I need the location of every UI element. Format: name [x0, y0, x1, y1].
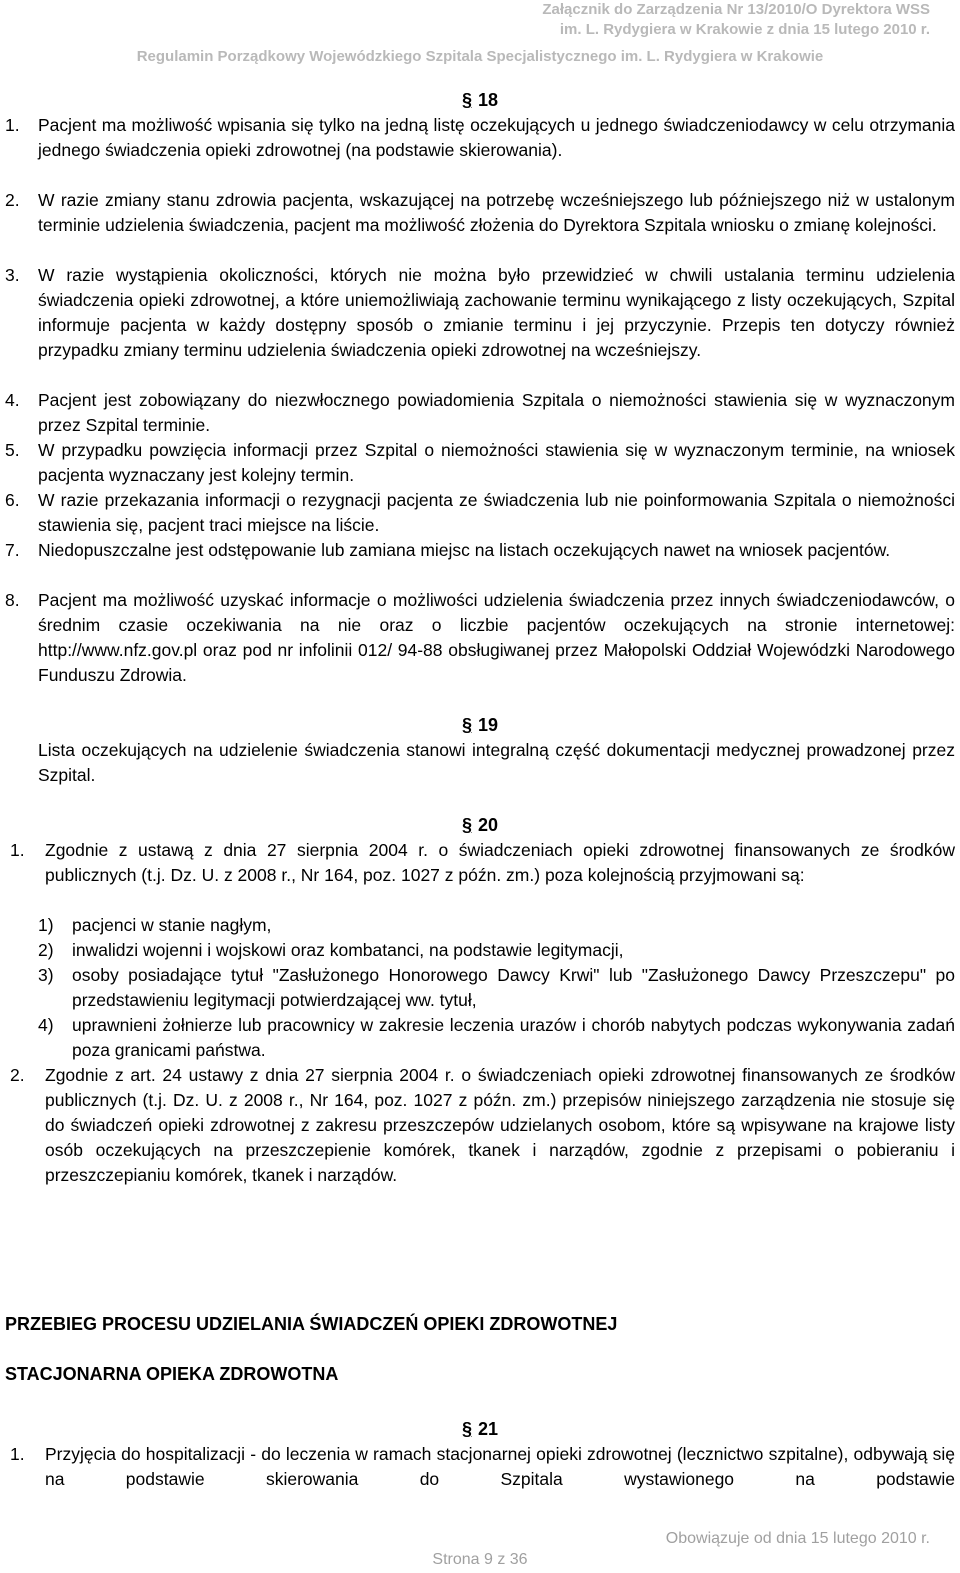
item-number: 1.	[10, 1444, 25, 1464]
item-number: 5.	[5, 440, 20, 460]
effective-date: Obowiązuje od dnia 15 lutego 2010 r.	[665, 1530, 930, 1547]
process-heading: PRZEBIEG PROCESU UDZIELANIA ŚWIADCZEŃ OPIEKI ZDROWOTNEJ	[5, 1314, 618, 1334]
sub-item-number: 2)	[38, 940, 54, 960]
section-sign: §	[461, 815, 472, 835]
item-number: 3.	[5, 265, 20, 285]
section-21-title	[0, 1417, 960, 1442]
header-subtitle: Regulamin Porządkowy Wojewódzkiego Szpitala Specjalistycznego im. L. Rydygiera w Krakowie	[136, 48, 824, 65]
list-item: W razie wystąpienia okoliczności, których nie można było przewidzieć w chwili ustalania terminu udzielenia świadczenia opieki zdrowotnej, a które uniemożliwiają zachowanie terminu wynikającego z listy oczekujących, Szpital informuje pacjenta w każdy dostępny sposób o zmianie terminu i jej przyczynie. Przepis ten dotyczy również przypadku zmiany terminu udzielenia świadczenia opieki zdrowotnej na wcześniejszy.	[38, 265, 955, 360]
item-number: 2.	[10, 1065, 25, 1085]
section-20-title	[0, 813, 960, 838]
item-number: 6.	[5, 490, 20, 510]
item-number: 1.	[5, 115, 20, 135]
sub-item-number: 4)	[38, 1015, 54, 1035]
sub-list-item: inwalidzi wojenni i wojskowi oraz kombatanci, na podstawie legitymacji,	[72, 940, 624, 960]
header-line-2: im. L. Rydygiera w Krakowie z dnia 15 lutego 2010 r.	[559, 21, 930, 38]
sub-item-number: 3)	[38, 965, 54, 985]
section-21-paragraph-1: Przyjęcia do hospitalizacji - do leczenia w ramach stacjonarnej opieki zdrowotnej (lecznictwo szpitalne), odbywają się na podstawie skierowania do Szpitala wystawionego na podstawie	[45, 1444, 955, 1489]
section-sign: §	[461, 715, 472, 735]
sub-list-item: uprawnieni żołnierze lub pracownicy w zakresie leczenia urazów i chorób nabytych podczas wykonywania zadań poza granicami państwa.	[72, 1015, 955, 1060]
section-20-paragraph-2: Zgodnie z art. 24 ustawy z dnia 27 sierpnia 2004 r. o świadczeniach opieki zdrowotnej finansowanych ze środków publicznych (t.j. Dz. U. z 2008 r., Nr 164, poz. 1027 z późn. zm.) przepisów niniejszego zarządzenia nie stosuje się do świadczeń opieki zdrowotnej z zakresu przeszczepów udzielanych osobom, które są wpisywane na krajowe listy osób oczekujących na przeszczepienie komórek, tkanek i narządów, zgodnie z przepisami o pobieraniu i przeszczepianiu komórek, tkanek i narządów.	[45, 1065, 955, 1185]
section-number: 20	[477, 815, 499, 835]
list-item: W razie zmiany stanu zdrowia pacjenta, wskazującej na potrzebę wcześniejszego lub późniejszego niż w ustalonym terminie udzielenia świadczenia, pacjent ma możliwość złożenia do Dyrektora Szpitala wniosku o zmianę kolejności.	[38, 190, 955, 235]
section-19-text: Lista oczekujących na udzielenie świadczenia stanowi integralną część dokumentacji medycznej prowadzonej przez Szpital.	[38, 740, 955, 785]
section-sign: §	[461, 90, 472, 110]
section-number: 19	[477, 715, 499, 735]
list-item: Pacjent ma możliwość uzyskać informacje o możliwości udzielenia świadczenia przez innych świadczeniodawców, o średnim czasie oczekiwania na nie oraz o liczbie pacjentów oczekujących na stronie internetowej: http://www.nfz.gov.pl oraz pod nr infolinii 012/ 94-88 obsługiwanej przez Małopolski Oddział Wojewódzki Narodowego Funduszu Zdrowia.	[38, 590, 955, 685]
section-20-paragraph-1: Zgodnie z ustawą z dnia 27 sierpnia 2004 r. o świadczeniach opieki zdrowotnej finansowanych ze środków publicznych (t.j. Dz. U. z 2008 r., Nr 164, poz. 1027 z późn. zm.) poza kolejnością przyjmowani są:	[45, 840, 955, 885]
section-number: 18	[477, 90, 499, 110]
item-number: 4.	[5, 390, 20, 410]
list-item: Pacjent jest zobowiązany do niezwłocznego powiadomienia Szpitala o niemożności stawienia się w wyznaczonym przez Szpital terminie.	[38, 390, 955, 435]
section-sign: §	[461, 1419, 472, 1439]
section-19-title	[0, 713, 960, 738]
section-number: 21	[477, 1419, 499, 1439]
sub-item-number: 1)	[38, 915, 54, 935]
item-number: 2.	[5, 190, 20, 210]
item-number: 1.	[10, 840, 25, 860]
inpatient-heading: STACJONARNA OPIEKA ZDROWOTNA	[5, 1364, 339, 1384]
section-18-title	[0, 88, 960, 113]
page-number: Strona 9 z 36	[432, 1551, 528, 1568]
list-item: W razie przekazania informacji o rezygnacji pacjenta ze świadczenia lub nie poinformowania Szpitala o niemożności stawienia się, pacjent traci miejsce na liście.	[38, 490, 955, 535]
list-item: W przypadku powzięcia informacji przez Szpital o niemożności stawienia się w wyznaczonym terminie, na wniosek pacjenta wyznaczany jest kolejny termin.	[38, 440, 955, 485]
list-item: Pacjent ma możliwość wpisania się tylko na jedną listę oczekujących u jednego świadczeniodawcy w celu otrzymania jednego świadczenia opieki zdrowotnej (na podstawie skierowania).	[38, 115, 955, 160]
sub-list-item: osoby posiadające tytuł "Zasłużonego Honorowego Dawcy Krwi" lub "Zasłużonego Dawcy Przeszczepu" po przedstawieniu legitymacji potwierdzającej ww. tytuł,	[72, 965, 955, 1010]
item-number: 7.	[5, 540, 20, 560]
list-item: Niedopuszczalne jest odstępowanie lub zamiana miejsc na listach oczekujących nawet na wniosek pacjentów.	[38, 540, 891, 560]
sub-list-item: pacjenci w stanie nagłym,	[72, 915, 272, 935]
header-line-1: Załącznik do Zarządzenia Nr 13/2010/O Dyrektora WSS	[542, 1, 930, 18]
item-number: 8.	[5, 590, 20, 610]
